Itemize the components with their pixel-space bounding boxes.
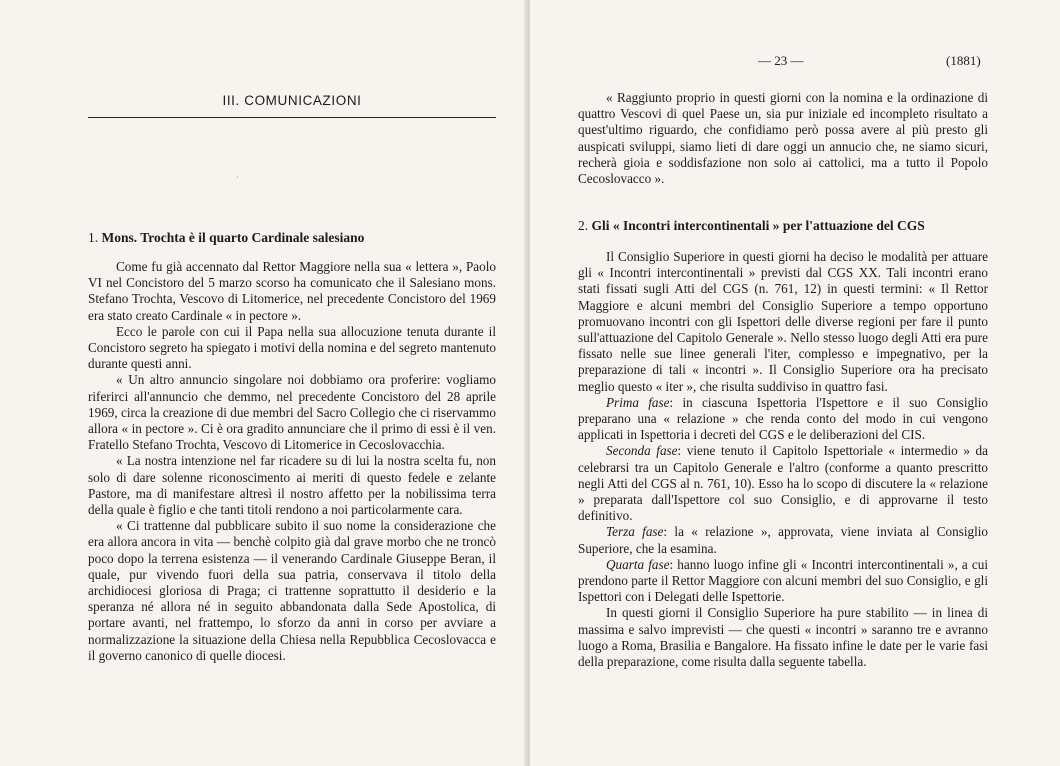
right-page (530, 0, 1060, 766)
phase-label: Terza fase (606, 524, 664, 540)
phase-paragraph (578, 557, 988, 606)
paragraph: Ecco le parole con cui il Papa nella sua allocuzione tenuta durante il Concistoro segreto ha spiegato i motivi della nomina e del segreto mantenuto durante questi anni. (88, 323, 496, 372)
phase-text: : la « relazione », approvata, viene inviata al Consiglio Superiore, che la esamina. (578, 524, 989, 556)
heading-rule (88, 117, 496, 118)
right-top-body (578, 90, 988, 187)
right-body (578, 249, 988, 670)
left-body (88, 259, 496, 664)
paragraph: « La nostra intenzione nel far ricadere su di lui la nostra scelta fu, non solo di dare solenne riconoscimento ai meriti di questo fedele e zelante Pastore, ma di manifestare altresì il nostro affetto per la nobilissima terra della quale è figlio e che tanti titoli rendono a noi particolarmente cara. (88, 453, 496, 518)
article-title-1 (88, 230, 364, 246)
closing-paragraph: In questi giorni il Consiglio Superiore ha pure stabilito — in linea di massima e salvo imprevisti — che questi « incontri » saranno tre e avranno luogo a Roma, Brasilia e Bangalore. Ha fissato infine le date per le varie fasi della preparazione, come risulta dalla seguente tabella. (578, 605, 988, 670)
article-number: 1. (88, 230, 99, 245)
bracket-number: (1881) (946, 53, 981, 68)
phase-paragraph (578, 395, 988, 444)
paper-speck: · (236, 172, 239, 182)
left-page (0, 0, 527, 766)
phase-text: : in ciascuna Ispettoria l'Ispettore e il suo Consiglio preparano una « relazione » che renda conto del modo in cui vengono applicati in Ispettoria i decreti del CGS e le deliberazioni del CIS. (578, 394, 988, 443)
article-title-text: Gli « Incontri intercontinentali » per l'attuazione del CGS (591, 218, 925, 233)
phase-paragraph (578, 443, 988, 524)
paragraph: « Ci trattenne dal pubblicare subito il suo nome la considerazione che era allora ancora in vita — benchè colpito già dal grave morbo che ne troncò poco dopo la terrena esistenza — il venerando Cardinale Giuseppe Beran, il quale, pur vivendo fuori della sua patria, conservava il titolo della archidiocesi gloriosa di Praga; ci trattenne soprattutto il desiderio e la speranza né allora né in seguito abbandonata dalla Sede Apostolica, di portare avanti, nel frattempo, lo sforzo da anni in corso per avviare a normalizzazione la situazione della Chiesa nella Repubblica Cecoslovacca e il governo canonico di quelle diocesi. (88, 518, 496, 663)
section-heading: III. COMUNICAZIONI (222, 93, 362, 108)
paragraph: Come fu già accennato dal Rettor Maggiore nella sua « lettera », Paolo VI nel Concistoro del 5 marzo scorso ha comunicato che il Salesiano mons. Stefano Trochta, Vescovo di Litomerice, nel precedente Concistoro del 1969 era stato creato Cardinale « in pectore ». (88, 259, 496, 323)
paragraph: Il Consiglio Superiore in questi giorni ha deciso le modalità per attuare gli « Incontri intercontinentali » previsti dal CGS XX. Tali incontri erano stati fissati sugli Atti del CGS (n. 761, 12) in questi termini: « Il Rettor Maggiore e alcuni membri del Consiglio Superiore a tempo opportuno promuovano incontri con gli Ispettori delle diverse regioni per fare il punto sull'attuazione del Capitolo Generale ». Nello stesso luogo degli Atti era pure fissato nelle sue linee generali l'iter, complesso e impegnativo, per la preparazione di tali « incontri ». Il Consiglio Superiore ora ha precisato meglio questo « iter », che risulta suddiviso in quattro fasi. (578, 249, 988, 394)
phase-text: : viene tenuto il Capitolo Ispettoriale « intermedio » da celebrarsi tra un Capitolo Generale e l'altro (conforme a quanto prescritto negli Atti del CGS al n. 761, 10). Esso ha lo scopo di discutere la « relazione » preparata dall'Ispettore col suo Consiglio, e di approvarne il testo definitivo. (578, 443, 989, 524)
article-title-text: Mons. Trochta è il quarto Cardinale salesiano (101, 230, 365, 245)
article-number: 2. (578, 218, 589, 233)
phase-label: Seconda fase (606, 443, 678, 459)
article-title-2 (578, 218, 925, 234)
paragraph: « Un altro annuncio singolare noi dobbiamo ora proferire: vogliamo riferirci all'annuncio che demmo, nel precedente Concistoro del 28 aprile 1969, circa la creazione di due membri del Sacro Collegio che ci riservammo allora « in pectore ». Ci è ora gradito annunciare che il primo di essi è il ven. Fratello Stefano Trochta, Vescovo di Litomerice in Cecoslovacchia. (88, 372, 496, 453)
phase-text: : hanno luogo infine gli « Incontri intercontinentali », a cui prendono parte il Rettor Maggiore con alcuni membri del suo Consiglio, e gli Ispettori con i Delegati delle Ispettorie. (578, 556, 989, 605)
phase-paragraph (578, 524, 988, 556)
page-number: — 23 — (758, 53, 804, 68)
phase-label: Quarta fase (606, 556, 670, 572)
continued-paragraph: « Raggiunto proprio in questi giorni con la nomina e la ordinazione di quattro Vescovi di quel Paese un, sia pur iniziale ed incompleto risultato a quest'ultimo riguardo, che confidiamo però possa avere al più presto gli auspicati sviluppi, siamo lieti di dare oggi un annucio che, ne siamo sicuri, recherà gioia e soddisfazione non solo ai cattolici, ma a tutto il Popolo Cecoslovacco ». (578, 90, 988, 187)
phase-label: Prima fase (606, 394, 670, 410)
